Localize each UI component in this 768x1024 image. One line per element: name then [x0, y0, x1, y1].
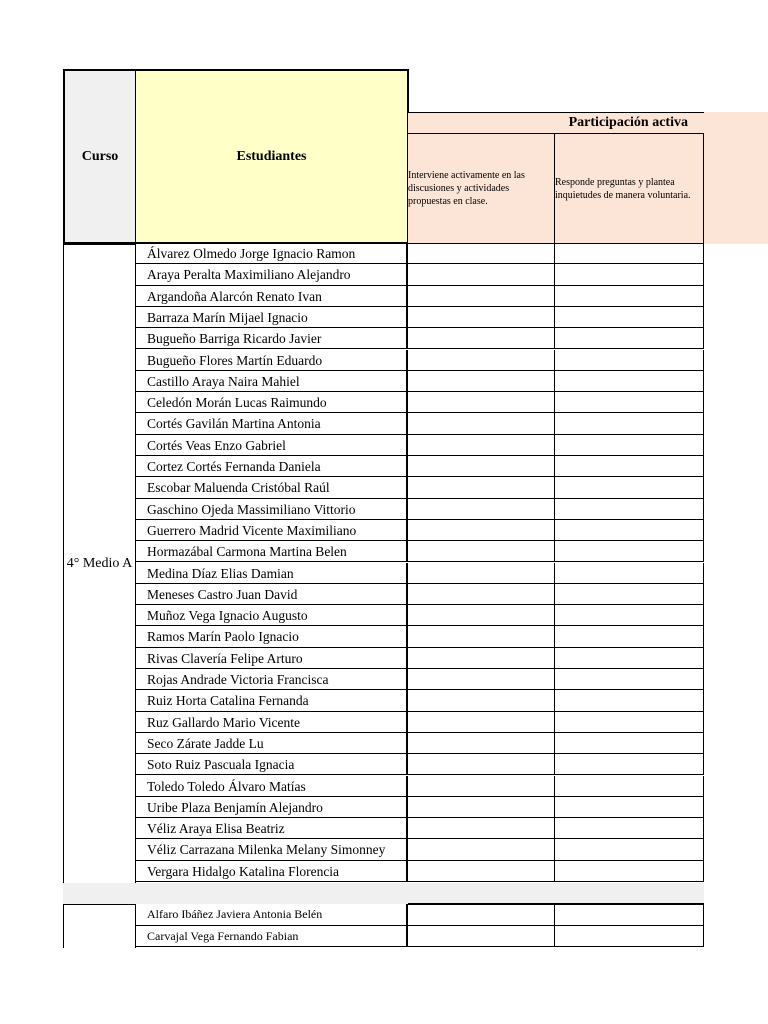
criterion-2-cell[interactable] [555, 264, 704, 285]
course-label: 4° Medio A [66, 556, 133, 571]
criterion-1-cell[interactable] [408, 818, 555, 839]
table-row [135, 328, 704, 349]
student-name: Guerrero Madrid Vicente Maximiliano [135, 520, 408, 541]
criterion-1-cell[interactable] [408, 477, 555, 498]
student-name: Soto Ruiz Pascuala Ignacia [135, 754, 408, 775]
criterion-1-cell[interactable] [408, 307, 555, 328]
student-name: Hormazábal Carmona Martina Belen [135, 541, 408, 562]
criterion-2-cell[interactable] [555, 541, 704, 562]
criterion-2-cell[interactable] [555, 392, 704, 413]
table-row [135, 754, 704, 775]
criterion-1-cell[interactable] [408, 669, 555, 690]
table-row [135, 626, 704, 647]
criterion-2-cell[interactable] [555, 413, 704, 434]
criterion-2-cell[interactable] [555, 904, 704, 926]
criterion-2-cell[interactable] [555, 477, 704, 498]
table-row [135, 861, 704, 882]
student-name: Escobar Maluenda Cristóbal Raúl [135, 477, 408, 498]
student-name: Cortés Gavilán Martina Antonia [135, 413, 408, 434]
table-row [135, 584, 704, 605]
table-row [135, 371, 704, 392]
criterion-2-cell[interactable] [555, 584, 704, 605]
criterion-2-cell[interactable] [555, 776, 704, 797]
criterion-2-cell[interactable] [555, 818, 704, 839]
table-row [135, 413, 704, 434]
criterion-2-header [555, 133, 704, 244]
criterion-2-cell[interactable] [555, 456, 704, 477]
student-name: Toledo Toledo Álvaro Matías [135, 776, 408, 797]
criterion-1-cell[interactable] [408, 435, 555, 456]
student-name: Celedón Morán Lucas Raimundo [135, 392, 408, 413]
table-row [135, 499, 704, 520]
criterion-2-cell[interactable] [555, 648, 704, 669]
table-row [135, 307, 704, 328]
student-name: Cortés Veas Enzo Gabriel [135, 435, 408, 456]
table-row [135, 520, 704, 541]
criterion-2-cell[interactable] [555, 243, 704, 264]
table-row [135, 712, 704, 733]
criterion-2-cell[interactable] [555, 328, 704, 349]
table-row [135, 818, 704, 839]
criterion-1-cell[interactable] [408, 754, 555, 775]
criterion-1-cell[interactable] [408, 328, 555, 349]
criterion-2-cell[interactable] [555, 797, 704, 818]
criterion-1-cell[interactable] [408, 499, 555, 520]
criterion-1-cell[interactable] [408, 350, 555, 371]
curso-header-label: Curso [81, 148, 119, 164]
table-row [135, 541, 704, 562]
criterion-1-cell[interactable] [408, 861, 555, 882]
student-name: Medina Díaz Elias Damian [135, 563, 408, 584]
table-row [135, 477, 704, 498]
student-name: Carvajal Vega Fernando Fabian [135, 926, 408, 948]
table-row [135, 243, 704, 264]
criterion-2-cell[interactable] [555, 286, 704, 307]
table-row [135, 776, 704, 797]
student-name: Rojas Andrade Victoria Francisca [135, 669, 408, 690]
student-name: Meneses Castro Juan David [135, 584, 408, 605]
criterion-1-header [408, 133, 555, 244]
student-name: Ruiz Horta Catalina Fernanda [135, 690, 408, 711]
criterion-1-cell[interactable] [408, 584, 555, 605]
criterion-2-cell[interactable] [555, 626, 704, 647]
student-name: Álvarez Olmedo Jorge Ignacio Ramon [135, 243, 408, 264]
criterion-1-cell[interactable] [408, 839, 555, 860]
criterion-2-cell[interactable] [555, 563, 704, 584]
student-name: Rivas Clavería Felipe Arturo [135, 648, 408, 669]
criterion-1-text: Interviene activamente en las discusiones y actividades propuestas en clase. [408, 170, 525, 207]
table-row [135, 797, 704, 818]
criterion-2-cell[interactable] [555, 669, 704, 690]
criterion-2-cell[interactable] [555, 754, 704, 775]
criterion-2-cell[interactable] [555, 499, 704, 520]
criterion-2-cell[interactable] [555, 350, 704, 371]
student-name: Bugueño Barriga Ricardo Javier [135, 328, 408, 349]
criterion-2-cell[interactable] [555, 605, 704, 626]
criterion-1-cell[interactable] [408, 797, 555, 818]
estudiantes-header-label: Estudiantes [236, 148, 307, 164]
criterion-1-cell[interactable] [408, 690, 555, 711]
criterion-2-cell[interactable] [555, 371, 704, 392]
course-cell [63, 244, 136, 883]
student-name: Barraza Marín Mijael Ignacio [135, 307, 408, 328]
table-row [135, 648, 704, 669]
table-row [135, 926, 704, 948]
student-name: Bugueño Flores Martín Eduardo [135, 350, 408, 371]
curso-header [63, 69, 136, 244]
criterion-1-cell[interactable] [408, 243, 555, 264]
table-row [135, 456, 704, 477]
student-name: Argandoña Alarcón Renato Ivan [135, 286, 408, 307]
criterion-1-cell[interactable] [408, 626, 555, 647]
student-name: Uribe Plaza Benjamín Alejandro [135, 797, 408, 818]
table-row [135, 264, 704, 285]
criterion-1-cell[interactable] [408, 904, 555, 926]
criterion-1-cell[interactable] [408, 413, 555, 434]
student-name: Muñoz Vega Ignacio Augusto [135, 605, 408, 626]
criterion-1-cell[interactable] [408, 926, 555, 948]
criterion-1-cell[interactable] [408, 286, 555, 307]
criterion-1-cell[interactable] [408, 648, 555, 669]
criterion-1-cell[interactable] [408, 456, 555, 477]
criterion-1-cell[interactable] [408, 541, 555, 562]
criterion-2-cell[interactable] [555, 926, 704, 948]
criterion-1-cell[interactable] [408, 563, 555, 584]
student-name: Gaschino Ojeda Massimiliano Vittorio [135, 499, 408, 520]
student-name: Alfaro Ibáñez Javiera Antonia Belén [135, 904, 408, 926]
criterion-2-cell[interactable] [555, 712, 704, 733]
estudiantes-header [135, 69, 409, 244]
criterion-1-cell[interactable] [408, 776, 555, 797]
criterion-2-cell[interactable] [555, 733, 704, 754]
table-row [135, 350, 704, 371]
criterion-1-cell[interactable] [408, 520, 555, 541]
criterion-2-cell[interactable] [555, 839, 704, 860]
criterion-1-cell[interactable] [408, 733, 555, 754]
table-row [135, 690, 704, 711]
student-name: Cortez Cortés Fernanda Daniela [135, 456, 408, 477]
criterion-1-cell[interactable] [408, 605, 555, 626]
criterion-2-cell[interactable] [555, 690, 704, 711]
student-name: Vergara Hidalgo Katalina Florencia [135, 861, 408, 882]
criterion-2-cell[interactable] [555, 435, 704, 456]
table-row [135, 286, 704, 307]
table-row [135, 839, 704, 860]
criterion-2-cell[interactable] [555, 307, 704, 328]
student-name: Véliz Araya Elisa Beatriz [135, 818, 408, 839]
criterion-1-cell[interactable] [408, 392, 555, 413]
table-row [135, 435, 704, 456]
student-name: Véliz Carrazana Milenka Melany Simonney [135, 839, 408, 860]
table-row [135, 563, 704, 584]
table-row [135, 605, 704, 626]
table-row [135, 669, 704, 690]
table-row [135, 733, 704, 754]
criterion-1-cell[interactable] [408, 264, 555, 285]
criterion-1-cell[interactable] [408, 712, 555, 733]
criterion-2-cell[interactable] [555, 861, 704, 882]
criterion-2-cell[interactable] [555, 520, 704, 541]
student-name: Ramos Marín Paolo Ignacio [135, 626, 408, 647]
section-separator [63, 883, 704, 904]
criterion-2-text: Responde preguntas y plantea inquietudes de manera voluntaria. [555, 176, 691, 201]
student-name: Castillo Araya Naira Mahiel [135, 371, 408, 392]
student-name: Seco Zárate Jadde Lu [135, 733, 408, 754]
student-name: Ruz Gallardo Mario Vicente [135, 712, 408, 733]
criterion-1-cell[interactable] [408, 371, 555, 392]
table-row [135, 392, 704, 413]
participacion-title: Participación activa [568, 115, 688, 130]
table-row [135, 904, 704, 926]
student-name: Araya Peralta Maximiliano Alejandro [135, 264, 408, 285]
course-cell-b [63, 904, 136, 948]
